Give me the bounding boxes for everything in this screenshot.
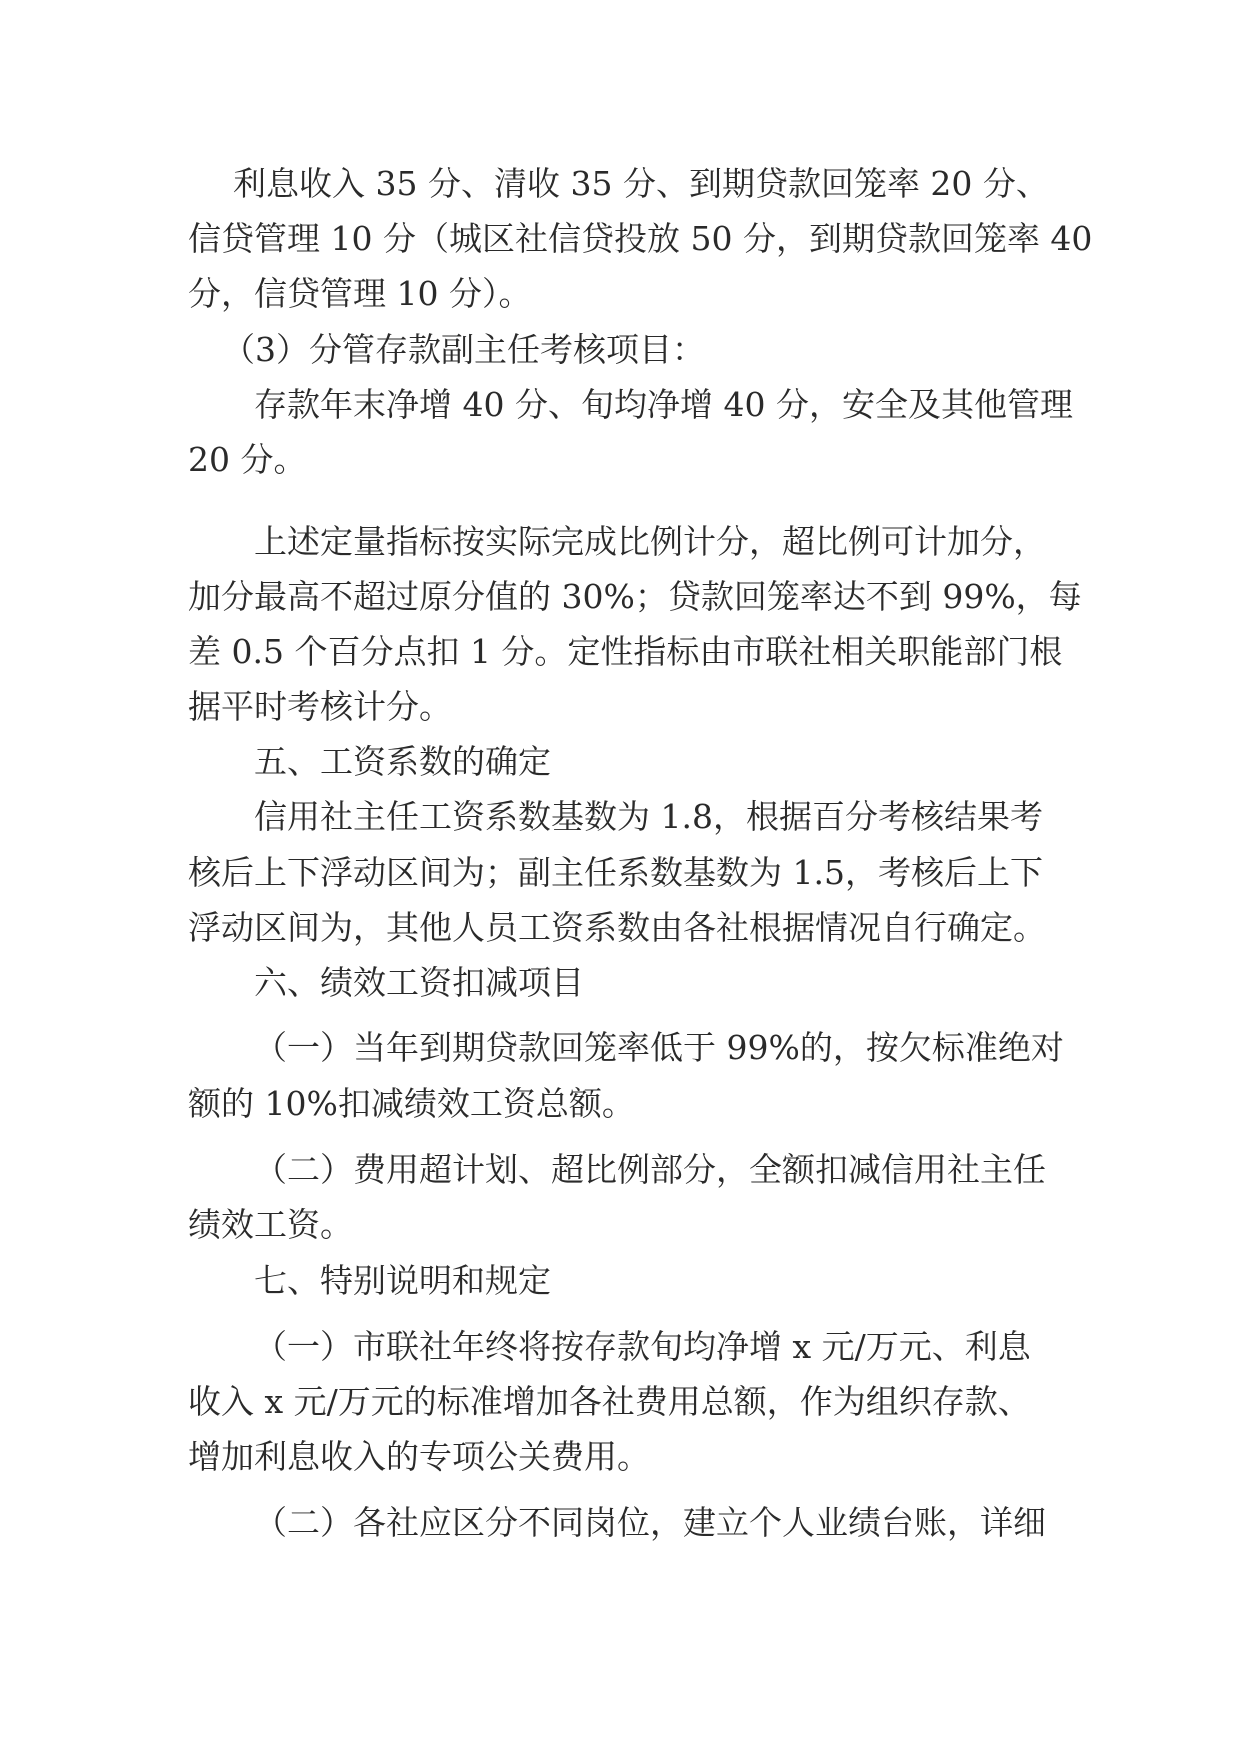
text-line: 分，信贷管理 10 分）。 — [188, 274, 532, 313]
text-line: 20 分。 — [188, 440, 307, 479]
text-line: 存款年末净增 40 分、旬均净增 40 分，安全及其他管理 — [254, 385, 1073, 424]
text-line: （一）当年到期贷款回笼率低于 99%的，按欠标准绝对 — [254, 1028, 1064, 1067]
section-heading: 六、绩效工资扣减项目 — [254, 963, 584, 1002]
section-heading: 五、工资系数的确定 — [254, 742, 551, 781]
text-line: 核后上下浮动区间为；副主任系数基数为 1.5，考核后上下 — [188, 853, 1043, 892]
text-line: （一）市联社年终将按存款旬均净增 x 元/万元、利息 — [254, 1327, 1031, 1366]
text-line: 信贷管理 10 分（城区社信贷投放 50 分，到期贷款回笼率 40 — [188, 219, 1093, 258]
text-line: （二）各社应区分不同岗位，建立个人业绩台账，详细 — [254, 1503, 1046, 1542]
section-heading: （3）分管存款副主任考核项目： — [222, 330, 705, 369]
text-line: 额的 10%扣减绩效工资总额。 — [188, 1084, 635, 1123]
text-line: 绩效工资。 — [188, 1205, 353, 1244]
text-line: 增加利息收入的专项公关费用。 — [188, 1437, 650, 1476]
text-line: 上述定量指标按实际完成比例计分，超比例可计加分， — [254, 522, 1046, 561]
text-line: 信用社主任工资系数基数为 1.8，根据百分考核结果考 — [254, 797, 1043, 836]
text-line: （二）费用超计划、超比例部分，全额扣减信用社主任 — [254, 1150, 1046, 1189]
text-line: 收入 x 元/万元的标准增加各社费用总额，作为组织存款、 — [188, 1382, 1031, 1421]
text-line: 加分最高不超过原分值的 30%；贷款回笼率达不到 99%，每 — [188, 577, 1082, 616]
section-heading: 七、特别说明和规定 — [254, 1261, 551, 1300]
text-line: 据平时考核计分。 — [188, 687, 452, 726]
text-line: 差 0.5 个百分点扣 1 分。定性指标由市联社相关职能部门根 — [188, 632, 1063, 671]
text-line: 利息收入 35 分、清收 35 分、到期贷款回笼率 20 分、 — [233, 164, 1049, 203]
text-line: 浮动区间为，其他人员工资系数由各社根据情况自行确定。 — [188, 908, 1046, 947]
